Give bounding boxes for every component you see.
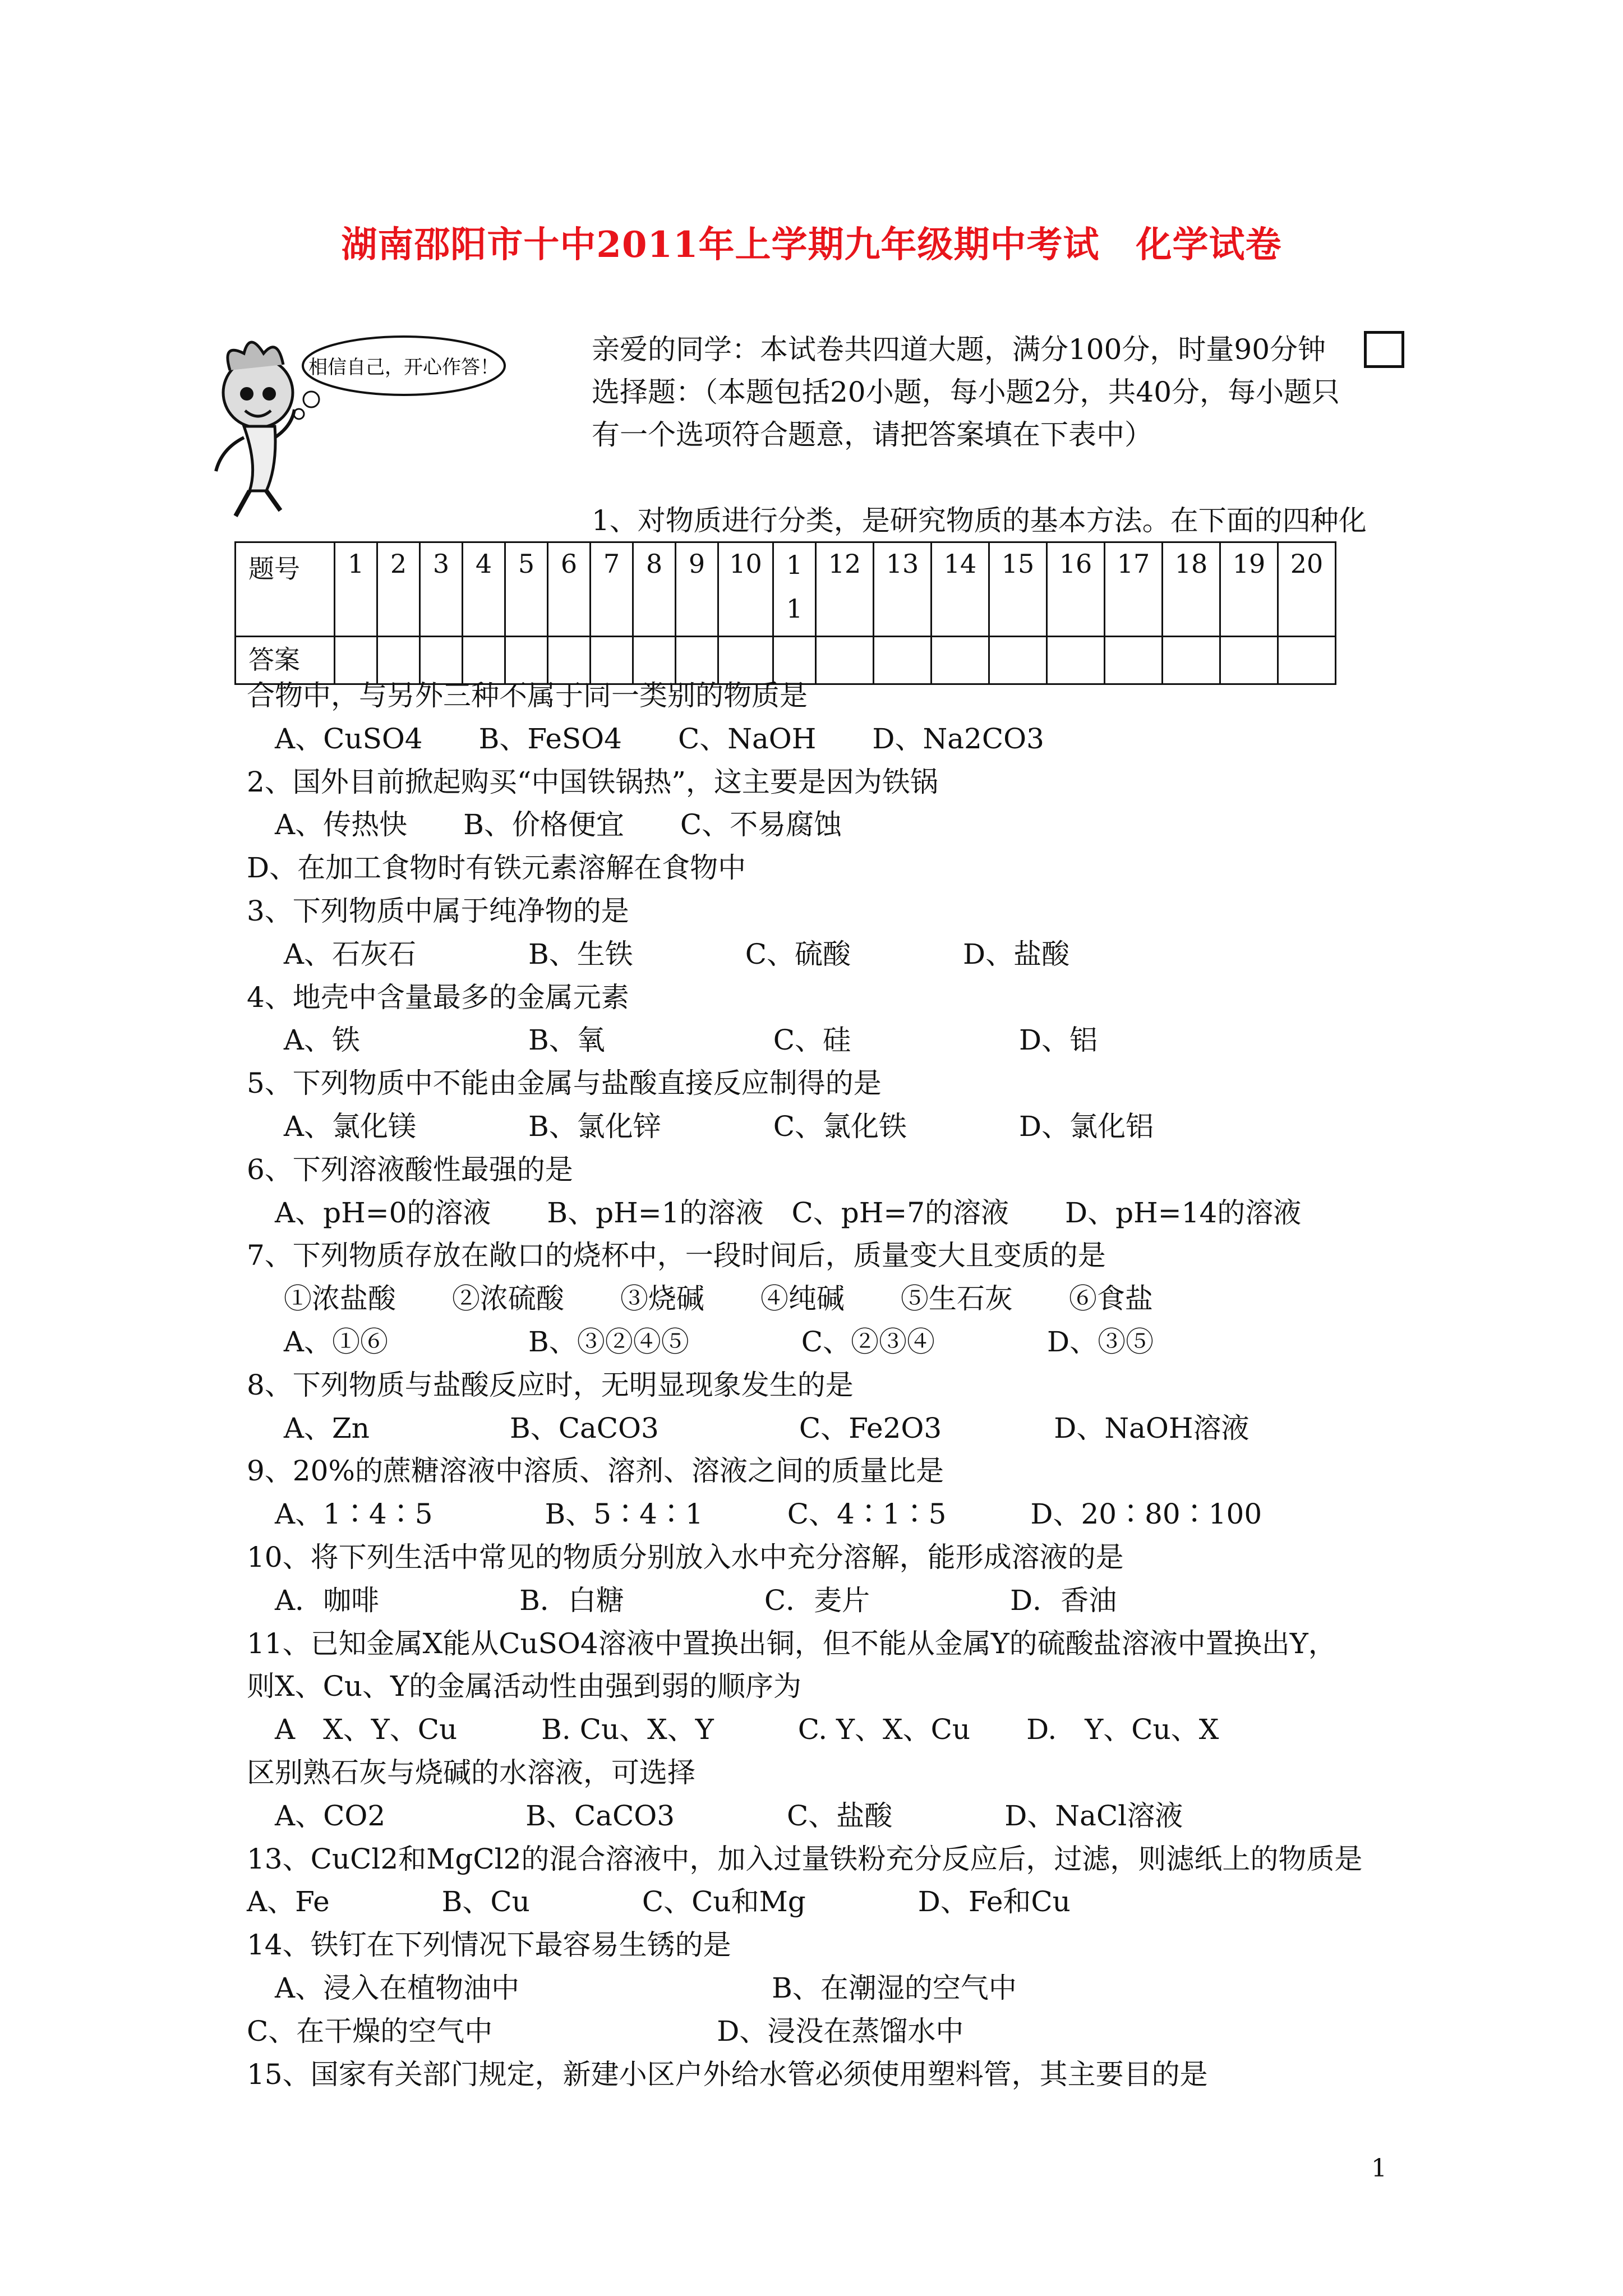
question-line: C、在干燥的空气中 D、浸没在蒸馏水中 [247, 2014, 964, 2047]
page-title: 湖南邵阳市十中2011年上学期九年级期中考试 化学试卷 [341, 224, 1282, 266]
table-cell-number: 18 [1163, 542, 1220, 637]
question-line: 区别熟石灰与烧碱的水溶液，可选择 [247, 1756, 695, 1789]
score-box [1364, 331, 1404, 368]
question-line: 合物中，与另外三种不属于同一类别的物质是 [247, 679, 808, 712]
table-header-number: 题号 [236, 542, 335, 637]
question-line: 14、铁钉在下列情况下最容易生锈的是 [247, 1929, 731, 1962]
answer-cell[interactable] [1105, 637, 1163, 684]
question-line: ①浓盐酸 ②浓硫酸 ③烧碱 ④纯碱 ⑤生石灰 ⑥食盐 [247, 1282, 1153, 1315]
table-cell-number: 1 [335, 542, 377, 637]
question-line: 15、国家有关部门规定，新建小区户外给水管必须使用塑料管，其主要目的是 [247, 2058, 1208, 2091]
table-cell-number: 15 [989, 542, 1047, 637]
table-cell-number: 10 [718, 542, 773, 637]
question-line: 则X、Cu、Y的金属活动性由强到弱的顺序为 [247, 1670, 802, 1703]
question-1-start: 1、对物质进行分类，是研究物质的基本方法。在下面的四种化 [592, 504, 1367, 537]
table-cell-number: 8 [633, 542, 676, 637]
answer-cell[interactable] [1220, 637, 1278, 684]
intro-line: 选择题：（本题包括20小题，每小题2分，共40分，每小题只 [592, 376, 1340, 408]
intro-text [592, 328, 1410, 456]
table-cell-number: 20 [1278, 542, 1336, 637]
answer-cell[interactable] [874, 637, 932, 684]
intro-line: 亲爱的同学：本试卷共四道大题，满分100分，时量90分钟 [592, 333, 1326, 366]
table-cell-number: 16 [1047, 542, 1105, 637]
table-cell-number: 19 [1220, 542, 1278, 637]
question-line: 5、下列物质中不能由金属与盐酸直接反应制得的是 [247, 1067, 882, 1100]
table-cell-number: 7 [591, 542, 633, 637]
question-line: 4、地壳中含量最多的金属元素 [247, 981, 629, 1014]
question-line: A．咖啡 B．白糖 C．麦片 D．香油 [247, 1584, 1117, 1617]
question-line: A、pH=0的溶液 B、pH=1的溶液 C、pH=7的溶液 D、pH=14的溶液 [247, 1196, 1302, 1229]
question-line: A、Zn B、CaCO3 C、Fe2O3 D、NaOH溶液 [247, 1411, 1249, 1444]
table-cell-number: 6 [548, 542, 591, 637]
table-cell-number: 13 [874, 542, 932, 637]
question-line: A、传热快 B、价格便宜 C、不易腐蚀 [247, 808, 842, 841]
table-cell-number: 4 [463, 542, 505, 637]
question-line: A、CuSO4 B、FeSO4 C、NaOH D、Na2CO3 [247, 722, 1044, 755]
question-line: A、CO2 B、CaCO3 C、盐酸 D、NaCl溶液 [247, 1799, 1183, 1832]
answer-cell[interactable] [1047, 637, 1105, 684]
question-line: A、石灰石 B、生铁 C、硫酸 D、盐酸 [247, 937, 1070, 970]
table-cell-number: 5 [505, 542, 548, 637]
table-cell-number: 17 [1105, 542, 1163, 637]
page-number: 1 [1371, 2154, 1387, 2183]
question-line: A、①⑥ B、③②④⑤ C、②③④ D、③⑤ [247, 1326, 1154, 1358]
answer-cell[interactable] [1163, 637, 1220, 684]
question-line: A、铁 B、氧 C、硅 D、铝 [247, 1024, 1098, 1057]
answer-cell[interactable] [816, 637, 874, 684]
question-line: 11、已知金属X能从CuSO4溶液中置换出铜，但不能从金属Y的硫酸盐溶液中置换出Y， [247, 1627, 1336, 1660]
table-cell-number: 2 [377, 542, 420, 637]
question-line: 9、20%的蔗糖溶液中溶质、溶剂、溶液之间的质量比是 [247, 1455, 944, 1488]
intro-line: 有一个选项符合题意，请把答案填在下表中） [592, 418, 1152, 451]
question-line: 2、国外目前掀起购买“中国铁锅热”，这主要是因为铁锅 [247, 765, 938, 798]
question-line: 13、CuCl2和MgCl2的混合溶液中，加入过量铁粉充分反应后，过滤，则滤纸上的物质是 [247, 1842, 1363, 1875]
table-cell-number: 9 [676, 542, 718, 637]
mascot-bubble-text: 相信自己，开心作答！ [308, 356, 499, 379]
cartoon-mascot-icon [210, 331, 524, 522]
question-line: A X、Y、Cu B. Cu、X、Y C. Y、X、Cu D. Y、Cu、X [247, 1713, 1219, 1746]
answer-cell[interactable] [1278, 637, 1336, 684]
question-line: A、1∶4∶5 B、5∶4∶1 C、4∶1∶5 D、20∶80∶100 [247, 1498, 1262, 1531]
question-line: 3、下列物质中属于纯净物的是 [247, 895, 629, 927]
table-header-answer: 答案 [236, 637, 335, 684]
question-line: 6、下列溶液酸性最强的是 [247, 1153, 573, 1186]
question-line: 8、下列物质与盐酸反应时，无明显现象发生的是 [247, 1368, 854, 1401]
question-line: 7、下列物质存放在敞口的烧杯中，一段时间后，质量变大且变质的是 [247, 1239, 1106, 1272]
answer-cell[interactable] [932, 637, 989, 684]
table-cell-number: 1 1 [773, 542, 816, 637]
question-line: A、Fe B、Cu C、Cu和Mg D、Fe和Cu [247, 1885, 1071, 1918]
question-line: 10、将下列生活中常见的物质分别放入水中充分溶解，能形成溶液的是 [247, 1541, 1124, 1573]
question-line: D、在加工食物时有铁元素溶解在食物中 [247, 852, 746, 885]
answer-cell[interactable] [989, 637, 1047, 684]
answer-table [234, 541, 1336, 685]
table-cell-number: 14 [932, 542, 989, 637]
question-line: A、浸入在植物油中 B、在潮湿的空气中 [247, 1972, 1017, 2004]
table-cell-number: 3 [420, 542, 463, 637]
question-line: A、氯化镁 B、氯化锌 C、氯化铁 D、氯化铝 [247, 1110, 1154, 1143]
table-cell-number: 12 [816, 542, 874, 637]
